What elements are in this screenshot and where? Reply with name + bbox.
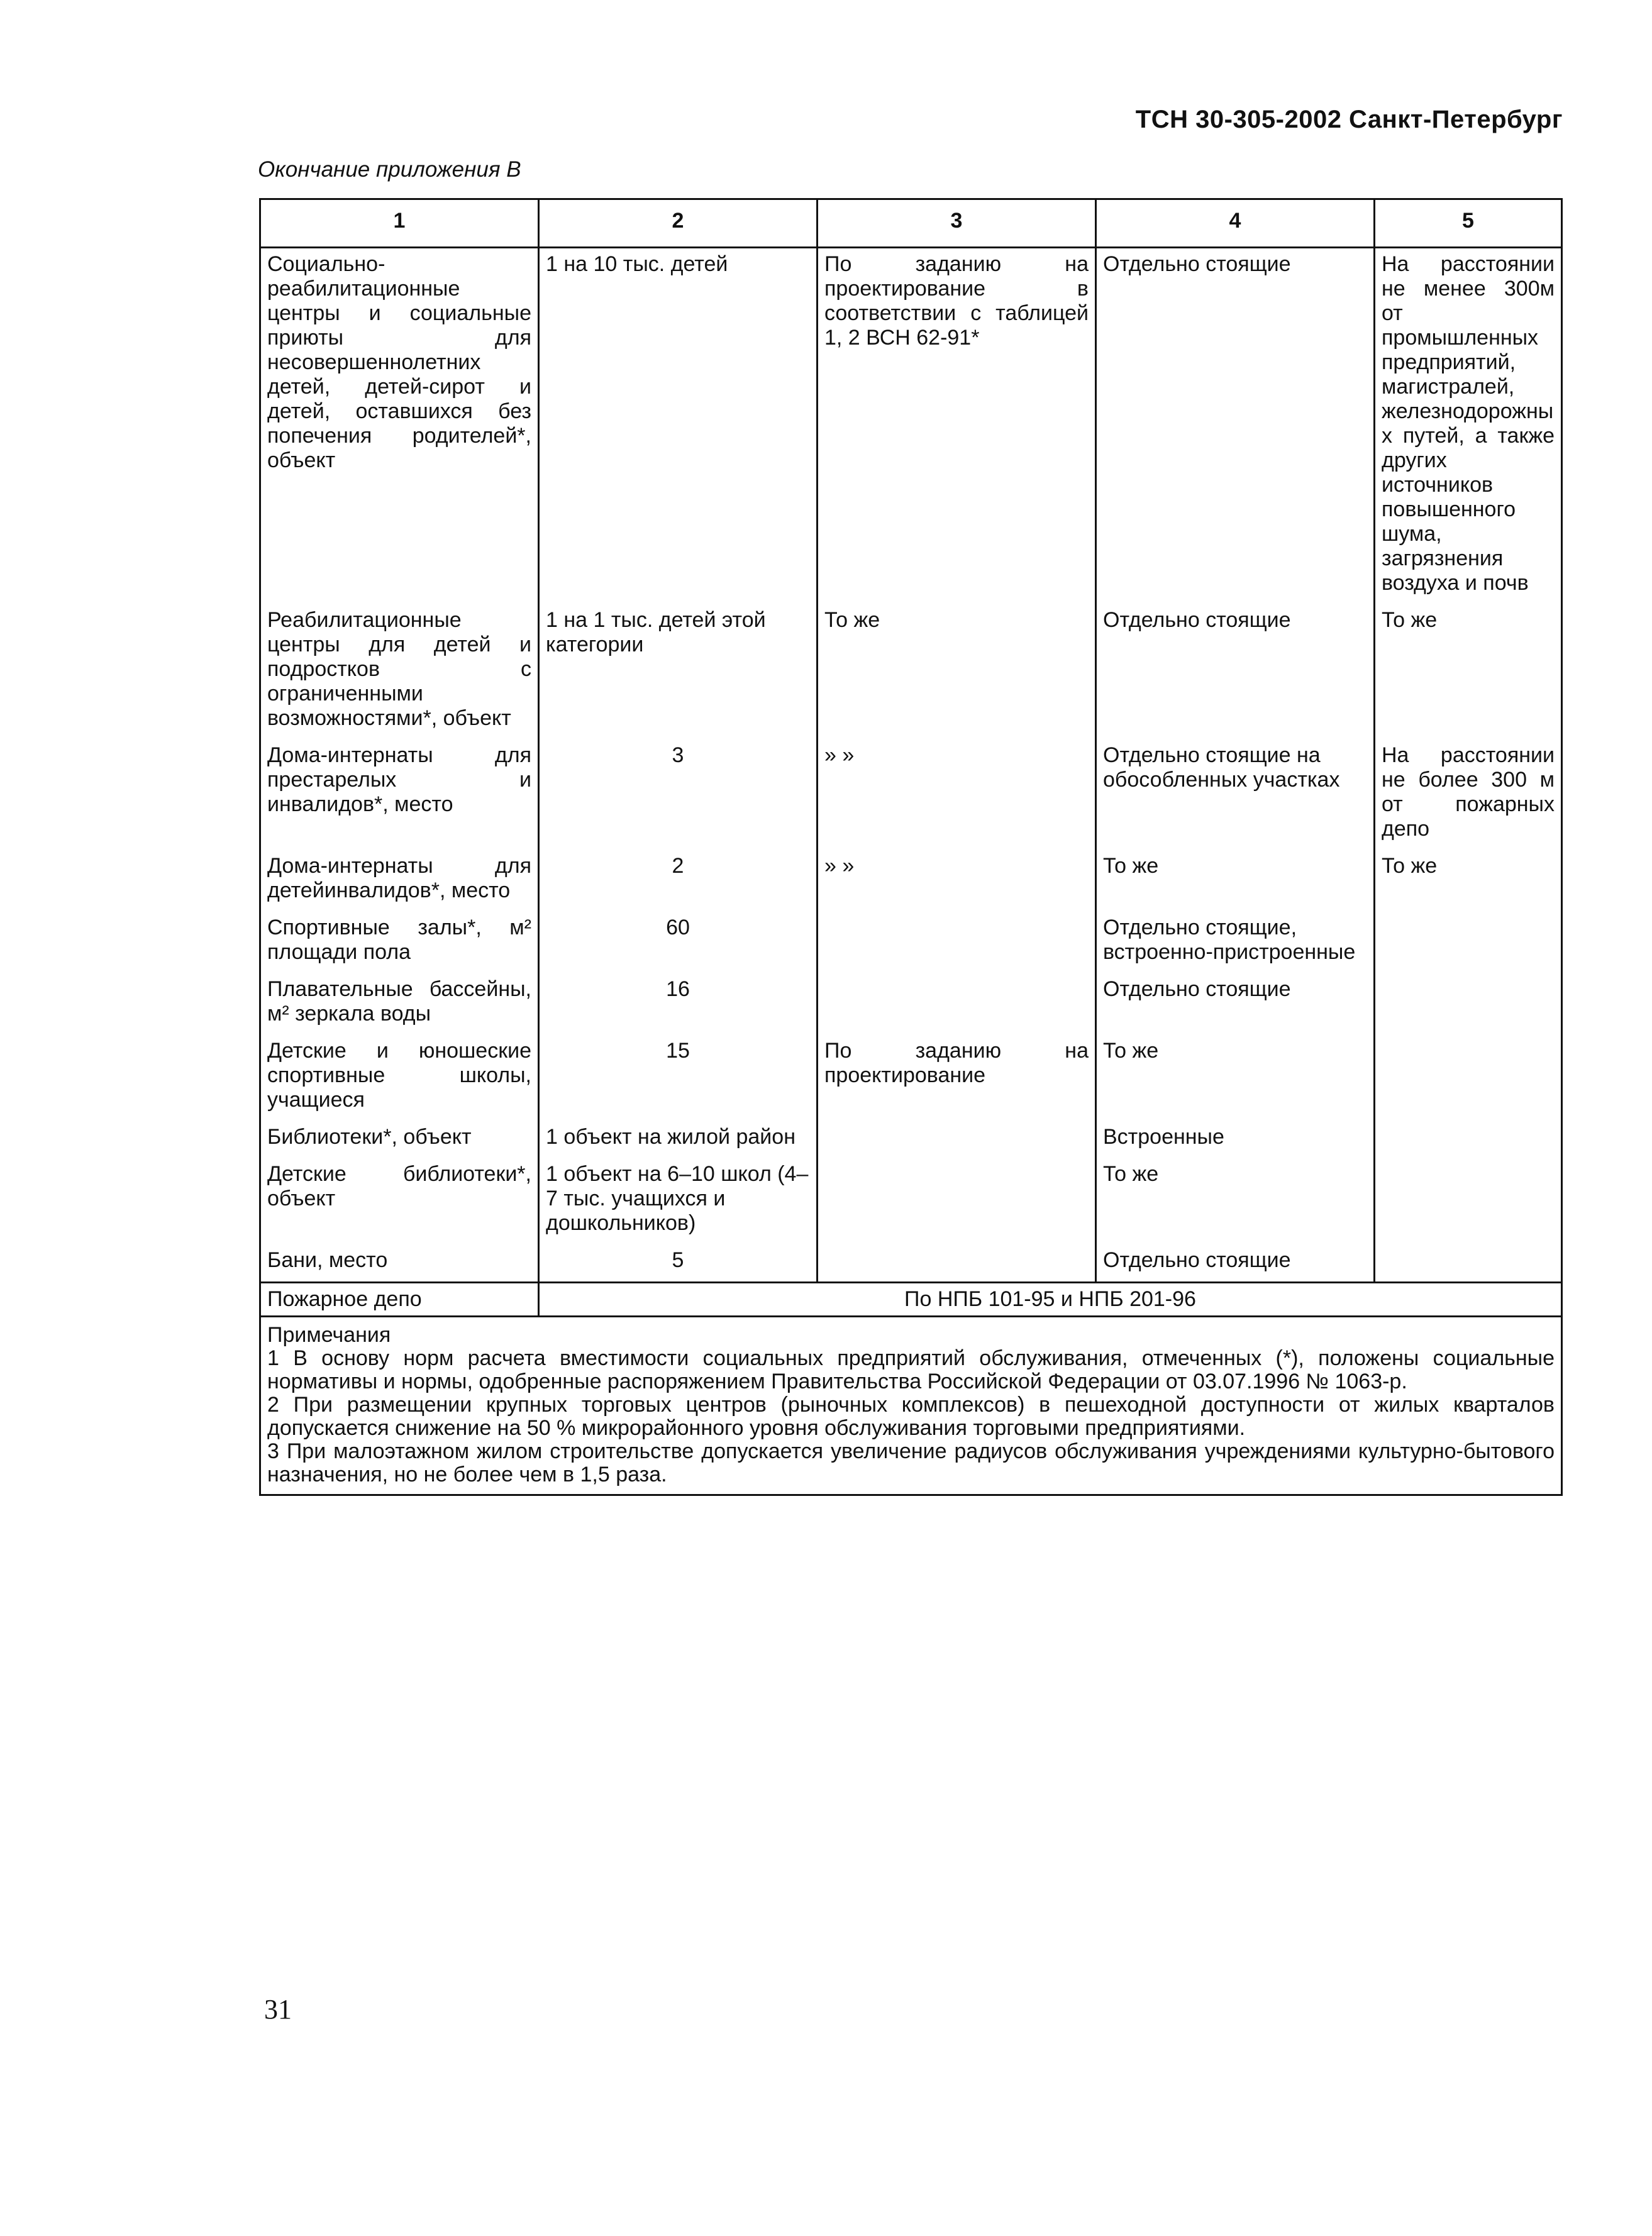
fire-station-row: [260, 1283, 1562, 1317]
location-cell: [1375, 1158, 1562, 1244]
page-number: 31: [264, 1994, 292, 2025]
location-cell: [1375, 912, 1562, 973]
column-header: 3: [818, 199, 1096, 248]
facility-cell: Плавательные бассейны, м² зеркала воды: [260, 973, 539, 1035]
column-header: 5: [1375, 199, 1562, 248]
location-cell: То же: [1375, 850, 1562, 912]
table-row: [260, 1244, 1562, 1283]
table-row: [260, 850, 1562, 912]
facility-cell: Детские библиотеки*, объект: [260, 1158, 539, 1244]
basis-cell: » »: [818, 850, 1096, 912]
location-cell: То же: [1375, 604, 1562, 739]
table-row: [260, 248, 1562, 605]
notes-block: [260, 1317, 1562, 1495]
table-row: [260, 1035, 1562, 1121]
basis-cell: То же: [818, 604, 1096, 739]
table-row: [260, 973, 1562, 1035]
notes-title: Примечания: [267, 1323, 391, 1347]
capacity-cell: 5: [539, 1244, 818, 1283]
facility-cell: Детские и юношеские спортивные школы, учащиеся: [260, 1035, 539, 1121]
column-header: 4: [1096, 199, 1375, 248]
basis-cell: [818, 1121, 1096, 1158]
basis-cell: По заданию на проектирование: [818, 1035, 1096, 1121]
basis-cell: » »: [818, 739, 1096, 850]
facility-cell: Дома-интернаты для престарелых и инвалидов*, место: [260, 739, 539, 850]
capacity-cell: 1 на 10 тыс. детей: [539, 248, 818, 605]
placement-cell: То же: [1096, 1035, 1375, 1121]
placement-cell: Отдельно стоящие на обособленных участках: [1096, 739, 1375, 850]
appendix-caption: Окончание приложения В: [258, 157, 521, 182]
note-item: 2 При размещении крупных торговых центров (рыночных комплексов) в пешеходной доступности от жилых кварталов допускается снижение на 50 % микрорайонного уровня обслуживания торговыми предприятиями.: [267, 1393, 1555, 1440]
basis-cell: [818, 973, 1096, 1035]
facility-cell: Реабилитационные центры для детей и подростков с ограниченными возможностями*, объект: [260, 604, 539, 739]
table-row: [260, 1158, 1562, 1244]
placement-cell: Отдельно стоящие: [1096, 248, 1375, 605]
location-cell: [1375, 1121, 1562, 1158]
capacity-cell: 1 на 1 тыс. детей этой категории: [539, 604, 818, 739]
note-item: 1 В основу норм расчета вместимости социальных предприятий обслуживания, отмеченных (*), положены социальные нормативы и нормы, одобренные распоряжением Правительства Российской Федерации от 03.07.1996 № 1063-р.: [267, 1346, 1555, 1393]
placement-cell: Отдельно стоящие, встроенно-пристроенные: [1096, 912, 1375, 973]
facility-cell: Библиотеки*, объект: [260, 1121, 539, 1158]
capacity-cell: 60: [539, 912, 818, 973]
placement-cell: То же: [1096, 850, 1375, 912]
facility-cell: Спортивные залы*, м² площади пола: [260, 912, 539, 973]
capacity-cell: 15: [539, 1035, 818, 1121]
basis-cell: По заданию на проектирование в соответствии с таблицей 1, 2 ВСН 62-91*: [818, 248, 1096, 605]
table-row: [260, 1121, 1562, 1158]
fire-station-norm: По НПБ 101-95 и НПБ 201-96: [539, 1283, 1562, 1317]
note-item: 3 При малоэтажном жилом строительстве допускается увеличение радиусов обслуживания учреждениями культурно-бытового назначения, но не более чем в 1,5 раза.: [267, 1439, 1555, 1486]
facility-cell: Бани, место: [260, 1244, 539, 1283]
notes-row: [260, 1317, 1562, 1495]
column-header: 2: [539, 199, 818, 248]
capacity-cell: 1 объект на жилой район: [539, 1121, 818, 1158]
basis-cell: [818, 1244, 1096, 1283]
column-header: 1: [260, 199, 539, 248]
placement-cell: Отдельно стоящие: [1096, 604, 1375, 739]
capacity-cell: 1 объект на 6–10 школ (4–7 тыс. учащихся и дошкольников): [539, 1158, 818, 1244]
placement-cell: То же: [1096, 1158, 1375, 1244]
fire-station-label: Пожарное депо: [260, 1283, 539, 1317]
placement-cell: Встроенные: [1096, 1121, 1375, 1158]
location-cell: [1375, 1244, 1562, 1283]
placement-cell: Отдельно стоящие: [1096, 973, 1375, 1035]
appendix-table: [259, 198, 1563, 1496]
location-cell: [1375, 1035, 1562, 1121]
document-code-title: ТСН 30-305-2002 Санкт-Петербург: [1135, 106, 1563, 133]
capacity-cell: 16: [539, 973, 818, 1035]
facility-cell: Дома-интернаты для детейинвалидов*, место: [260, 850, 539, 912]
basis-cell: [818, 1158, 1096, 1244]
facility-cell: Социально-реабилитационные центры и социальные приюты для несовершеннолетних детей, детей-сирот и детей, оставшихся без попечения родителей*, объект: [260, 248, 539, 605]
capacity-cell: 3: [539, 739, 818, 850]
location-cell: На расстоянии не менее 300м от промышленных предприятий, магистралей, железнодорожных путей, а также других источников повышенного шума, загрязнения воздуха и почв: [1375, 248, 1562, 605]
basis-cell: [818, 912, 1096, 973]
placement-cell: Отдельно стоящие: [1096, 1244, 1375, 1283]
table-header-row: [260, 199, 1562, 248]
table-row: [260, 912, 1562, 973]
table-row: [260, 604, 1562, 739]
location-cell: [1375, 973, 1562, 1035]
location-cell: На расстоянии не более 300 м от пожарных депо: [1375, 739, 1562, 850]
table-row: [260, 739, 1562, 850]
capacity-cell: 2: [539, 850, 818, 912]
